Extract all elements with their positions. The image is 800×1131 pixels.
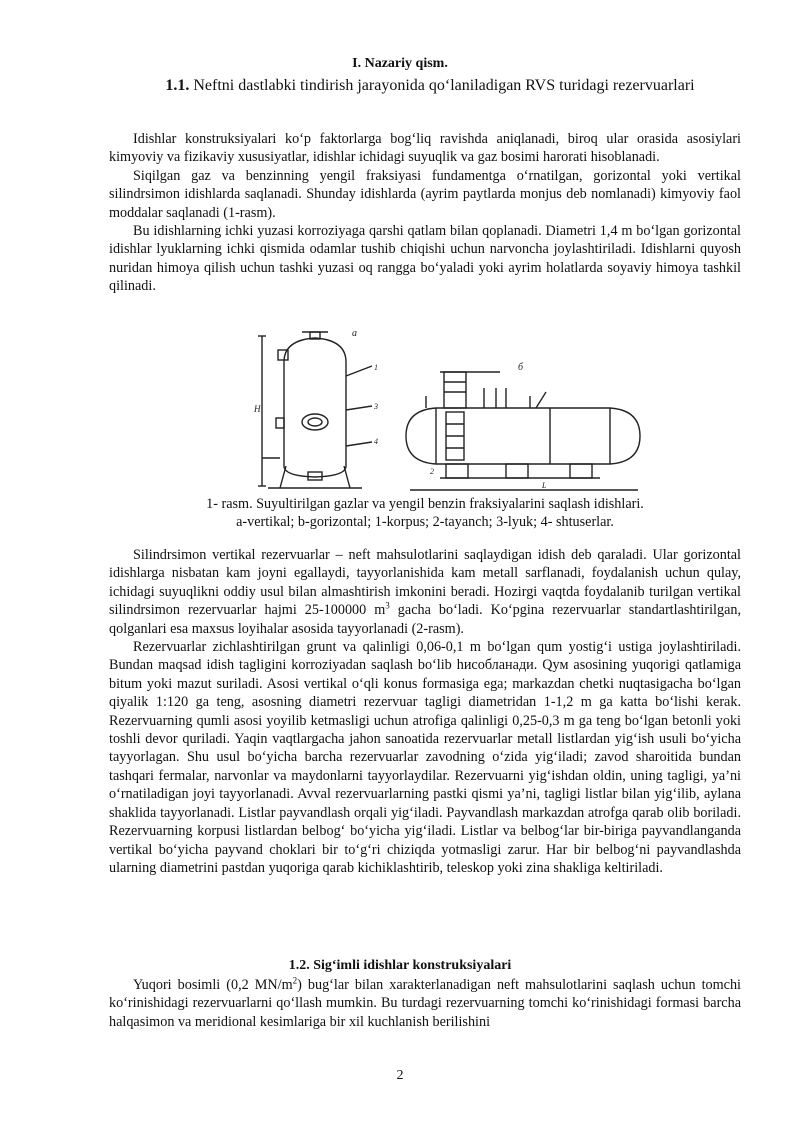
section2-text-block bbox=[109, 976, 741, 1031]
section-heading: I. Nazariy qism. bbox=[352, 56, 448, 71]
text-run: Yuqori bosimli (0,2 MN/m bbox=[133, 977, 293, 993]
paragraph: Bu idishlarning ichki yuzasi korroziyaga qarshi qatlam bilan qoplanadi. Diametri 1,4 m bo‘lgan gorizontal idishlar lyuklarning ichki qismida odamlar tushib chiqishi uchun narvoncha joylashtiriladi. Idishlarni quyosh nuridan himoya qilish uchun tashki yuzasi oq rangga bo‘yaladi yoki ayrim holatlarda soyaviy himoya tashkil qilinadi. bbox=[109, 223, 741, 295]
section-heading-2: 1.2. Sig‘imli idishlar konstruksiyalari bbox=[288, 958, 512, 973]
dimension-l: L bbox=[542, 481, 547, 490]
figure-caption bbox=[109, 495, 741, 532]
callout-1: 1 bbox=[374, 363, 378, 372]
vessel-figure bbox=[250, 326, 650, 498]
paragraph bbox=[109, 976, 741, 1031]
callout-4: 4 bbox=[374, 437, 378, 446]
figure-label-b: б bbox=[518, 362, 524, 373]
subsection-title: Neftni dastlabki tindirish jarayonida qo‘laniladigan RVS turidagi rezervuarlari bbox=[193, 77, 695, 94]
paragraph bbox=[109, 546, 741, 638]
subsection-heading bbox=[150, 76, 710, 95]
vertical-vessel-drawing bbox=[258, 332, 372, 488]
figure-label-a: a bbox=[352, 328, 357, 339]
text-run: gacha bo‘ladi. Ko‘pgina rezervuarlar standartlashtirilgan, qolganlari esa maxsus loyihalar asosida tayyorlanadi (2-rasm). bbox=[109, 602, 742, 637]
dimension-h: H bbox=[254, 404, 261, 414]
intro-text-block bbox=[109, 130, 741, 296]
superscript: 3 bbox=[385, 600, 390, 611]
paragraph: Rezervuarlar zichlashtirilgan grunt va qalinligi 0,06-0,1 m bo‘lgan qum yostig‘i ustiga joylashtiriladi. Bundan maqsad idish tagligini korroziyadan saqlash bo‘lib hисобланади. Qум asosining yuqorigi qatlamiga bitum yoki mazut suriladi. Asosi vertikal o‘qli konus formasiga ega; markazdan chetki nuqtasigacha bo‘lgan qiyalik 1:120 ga teng, asosning diametri rezervuar tagligi diametridan 1-1,2 m ga katta bo‘lishi kerak. Rezervuarning qumli asosi yoyilib ketmasligi uchun atrofiga qalinligi 0,25-0,3 m ga teng bo‘lgan betonli yoki toshli devor quriladi. Yaqin vaqtlargacha jahon sanoatida rezervuarlar metall listlardan yig‘ish usuli bo‘yicha tayyorlagan. Shu usul bo‘yicha barcha rezervuarlar zavodning o‘zida yig‘iladi; zavod sharoitida bundan tashqari fermalar, narvonlar va maydonlarni tayyorlaydilar. Rezervuarni yig‘ishdan oldin, uning tagligi, ya’ni o‘rnatiladigan joyi tayyorlanadi. Avval rezervuarlarning pastki qismi ya’ni, tagligi listlar bilan yig‘ilib, aylana shaklida tayyorlanadi. Listlar payvandlash orqali yig‘iladi. Payvandlash markazdan atrofga qarab olib boriladi. Rezervuarning korpusi listlardan belbog‘ bo‘yicha yig‘iladi. Listlar va belbog‘lar bir-biriga payvandlanganda vertikal bo‘yicha payvand choklari bir to‘g‘ri chiziqda yotmasligi zarur. Har bir belbog‘ni payvandlashda ularning diametrini pastdan yuqoriga qarab kichiklashtirib, teleskop yoki zina shakliga keltiriladi. bbox=[109, 639, 741, 876]
callout-3: 3 bbox=[374, 402, 378, 411]
subsection-number: 1.1. bbox=[165, 77, 190, 94]
main-text-block bbox=[109, 546, 741, 877]
superscript: 2 bbox=[292, 975, 298, 986]
caption-line: a-vertikal; b-gorizontal; 1-korpus; 2-tayanch; 3-lyuk; 4- shtuserlar. bbox=[236, 514, 614, 531]
paragraph: Siqilgan gaz va benzinning yengil fraksiyasi fundamentga o‘rnatilgan, gorizontal yoki vertikal silindrsimon idishlarda saqlanadi. Shunday idishlarda (ayrim paytlarda monjus deb nomlanadi) kimyoviy faol moddalar saqlanadi (1-rasm). bbox=[109, 167, 741, 221]
horizontal-vessel-drawing bbox=[406, 372, 640, 490]
paragraph: Idishlar konstruksiyalari ko‘p faktorlarga bog‘liq ravishda aniqlanadi, biroq ular orasida asosiylari kimyoviy va fizikaviy xususiyatlar, idishlar ichidagi suyuqlik va gaz bosimi harorati hisoblanadi. bbox=[109, 131, 741, 166]
text-run: Silindrsimon vertikal rezervuarlar – neft mahsulotlarini saqlaydigan idish deb qaraladi. Ular gorizontal idishlarga nisbatan kam joyni egallaydi, tayyorlanishida kam metall sarflanadi, foydalanish uchun qulay, ichidagi suyuqlikni oddiy usul bilan almashtirish imkonini beradi. Hozirgi vaqtda foydalanib turilgan vertikal silindrsimon rezervuarlar hajmi 25-100000 m bbox=[109, 547, 741, 619]
caption-line: 1- rasm. Suyultirilgan gazlar va yengil benzin fraksiyalarini saqlash idishlari. bbox=[206, 496, 644, 512]
page-number: 2 bbox=[396, 1068, 404, 1083]
text-run: ) bug‘lar bilan xarakterlanadigan neft mahsulotlarini saqlash uchun tomchi ko‘rinishidagi rezervuarlarni qo‘llash mumkin. Bu turdagi rezervuarning tomchi ko‘rinishidagi formasi barcha halqasimon va meridional kesimlariga bir xil kuchlanish berilishini bbox=[109, 977, 741, 1030]
callout-2: 2 bbox=[430, 467, 434, 476]
